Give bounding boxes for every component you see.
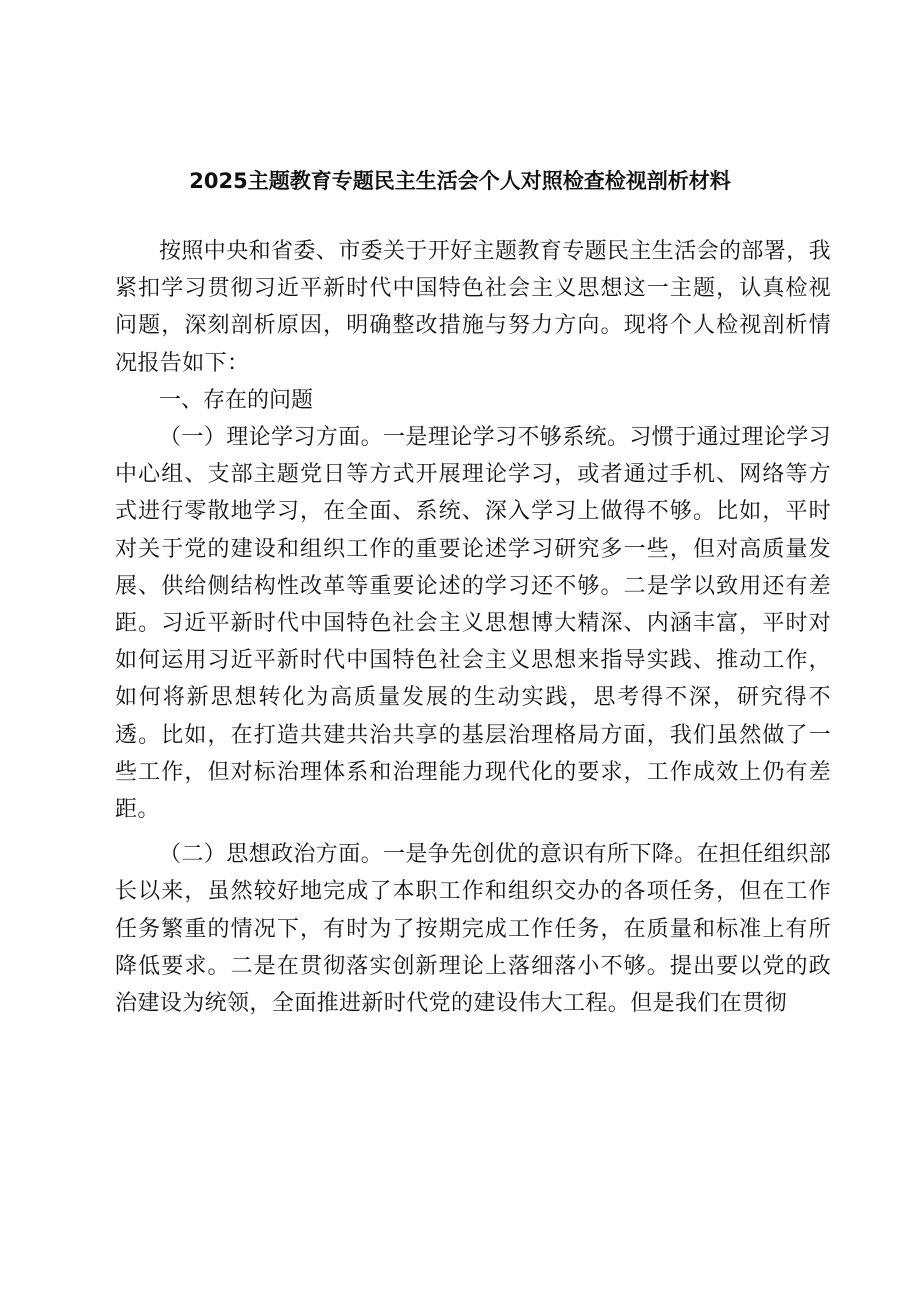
paragraph-ideology-politics: （二）思想政治方面。一是争先创优的意识有所下降。在担任组织部长以来，虽然较好地完成了本职工作和组织交办的各项任务，但在工作任务繁重的情况下，有时为了按期完成工作任务，在质量和标准上有所降低要求。二是在贯彻落实创新理论上落细落小不够。提出要以党的政治建设为统领，全面推进新时代党的建设伟大工程。但是我们在贯彻 (115, 842, 832, 1017)
section-heading-problems: 一、存在的问题 (159, 387, 314, 413)
intro-paragraph: 按照中央和省委、市委关于开好主题教育专题民主生活会的部署，我紧扣学习贯彻习近平新时代中国特色社会主义思想这一主题，认真检视问题，深刻剖析原因，明确整改措施与努力方向。现将个人检视剖析情况报告如下： (115, 239, 832, 376)
paragraph-gap (115, 828, 831, 836)
paragraph-theory-study: （一）理论学习方面。一是理论学习不够系统。习惯于通过理论学习中心组、支部主题党日等方式开展理论学习，或者通过手机、网络等方式进行零散地学习，在全面、系统、深入学习上做得不够。比如，平时对关于党的建设和组织工作的重要论述学习研究多一些，但对高质量发展、供给侧结构性改革等重要论述的学习还不够。二是学以致用还有差距。习近平新时代中国特色社会主义思想博大精深、内涵丰富，平时对如何运用习近平新时代中国特色社会主义思想来指导实践、推动工作，如何将新思想转化为高质量发展的生动实践，思考得不深，研究得不透。比如，在打造共建共治共享的基层治理格局方面，我们虽然做了一些工作，但对标治理体系和治理能力现代化的要求，工作成效上仍有差距。 (115, 425, 832, 823)
document-title: 2025主题教育专题民主生活会个人对照检查检视剖析材料 (189, 169, 731, 193)
document-body (115, 233, 831, 1022)
